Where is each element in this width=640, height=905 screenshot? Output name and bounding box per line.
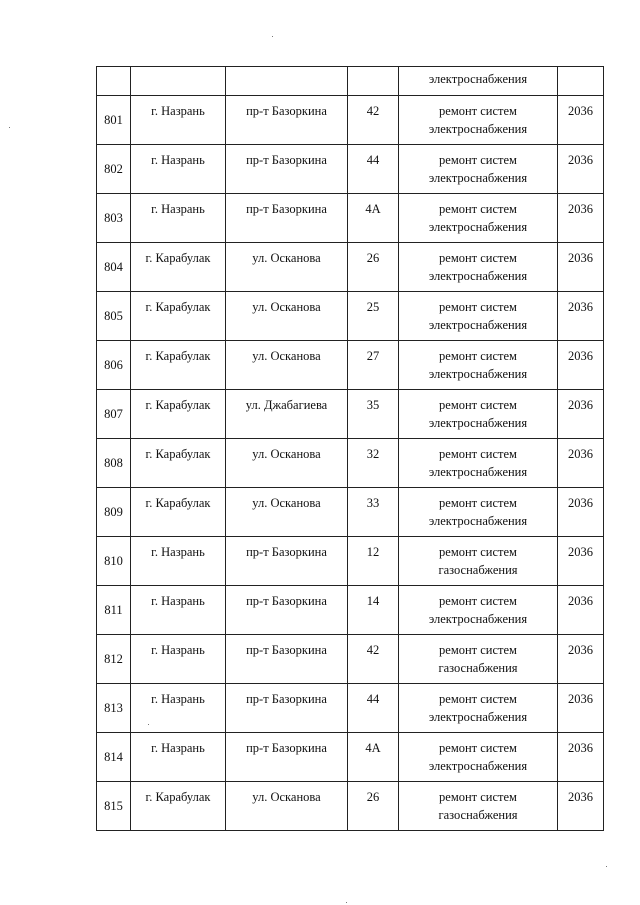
cell-street: пр-т Базоркина bbox=[226, 96, 348, 145]
cell-work-line2: газоснабжения bbox=[438, 808, 518, 822]
table-row bbox=[97, 194, 604, 243]
cell-house: 35 bbox=[348, 390, 399, 439]
cell-work-line2: электроснабжения bbox=[428, 710, 528, 724]
cell-year: 2036 bbox=[558, 586, 604, 635]
cell-city: г. Назрань bbox=[131, 733, 226, 782]
cell-work-line2: электроснабжения bbox=[428, 514, 528, 528]
cell-work bbox=[399, 586, 558, 635]
cell-house: 4А bbox=[348, 194, 399, 243]
cell-year: 2036 bbox=[558, 341, 604, 390]
cell-work-line2: электроснабжения bbox=[428, 72, 528, 86]
cell-work bbox=[399, 782, 558, 831]
cell-work-line1: ремонт систем bbox=[439, 398, 517, 412]
cell-house: 27 bbox=[348, 341, 399, 390]
cell-street: пр-т Базоркина bbox=[226, 684, 348, 733]
cell-city: г. Карабулак bbox=[131, 782, 226, 831]
cell-year: 2036 bbox=[558, 635, 604, 684]
cell-work-line1: ремонт систем bbox=[439, 545, 517, 559]
cell-work-line2: электроснабжения bbox=[428, 171, 528, 185]
cell-work-line2: газоснабжения bbox=[438, 563, 518, 577]
cell-year: 2036 bbox=[558, 439, 604, 488]
table-row-continued bbox=[97, 67, 604, 96]
cell-house: 25 bbox=[348, 292, 399, 341]
cell-work-line1: ремонт систем bbox=[439, 643, 517, 657]
cell-work bbox=[399, 67, 558, 96]
cell-work-line1: ремонт систем bbox=[439, 496, 517, 510]
table-row bbox=[97, 586, 604, 635]
cell-city: г. Карабулак bbox=[131, 292, 226, 341]
cell-work bbox=[399, 390, 558, 439]
cell-work-line2: электроснабжения bbox=[428, 220, 528, 234]
table-row bbox=[97, 390, 604, 439]
cell-work bbox=[399, 96, 558, 145]
cell-street bbox=[226, 67, 348, 96]
scan-speck bbox=[606, 866, 607, 867]
cell-city: г. Назрань bbox=[131, 145, 226, 194]
cell-city: г. Назрань bbox=[131, 586, 226, 635]
cell-work-line1: ремонт систем bbox=[439, 594, 517, 608]
cell-year: 2036 bbox=[558, 733, 604, 782]
table-row bbox=[97, 292, 604, 341]
cell-work-line1: ремонт систем bbox=[439, 349, 517, 363]
table-body bbox=[97, 67, 604, 831]
cell-work bbox=[399, 488, 558, 537]
cell-street: ул. Осканова bbox=[226, 292, 348, 341]
cell-work-line2: электроснабжения bbox=[428, 367, 528, 381]
cell-work-line1: ремонт систем bbox=[439, 447, 517, 461]
cell-street: пр-т Базоркина bbox=[226, 635, 348, 684]
cell-year: 2036 bbox=[558, 194, 604, 243]
cell-num: 810 bbox=[97, 537, 131, 586]
cell-work-line2: электроснабжения bbox=[428, 318, 528, 332]
table-row bbox=[97, 635, 604, 684]
cell-house: 33 bbox=[348, 488, 399, 537]
cell-num: 809 bbox=[97, 488, 131, 537]
cell-work-line1: ремонт систем bbox=[439, 153, 517, 167]
cell-street: ул. Осканова bbox=[226, 341, 348, 390]
cell-num: 813 bbox=[97, 684, 131, 733]
cell-house: 12 bbox=[348, 537, 399, 586]
cell-num: 805 bbox=[97, 292, 131, 341]
cell-num: 801 bbox=[97, 96, 131, 145]
cell-city: г. Карабулак bbox=[131, 439, 226, 488]
cell-work-line2: электроснабжения bbox=[428, 759, 528, 773]
cell-num: 803 bbox=[97, 194, 131, 243]
cell-num: 811 bbox=[97, 586, 131, 635]
repair-schedule-table bbox=[96, 66, 604, 831]
cell-street: ул. Осканова bbox=[226, 488, 348, 537]
cell-street: пр-т Базоркина bbox=[226, 586, 348, 635]
cell-year: 2036 bbox=[558, 96, 604, 145]
cell-year: 2036 bbox=[558, 782, 604, 831]
cell-num: 804 bbox=[97, 243, 131, 292]
cell-work-line1: ремонт систем bbox=[439, 790, 517, 804]
cell-work bbox=[399, 145, 558, 194]
cell-street: пр-т Базоркина bbox=[226, 194, 348, 243]
cell-work-line1: ремонт систем bbox=[439, 202, 517, 216]
cell-city: г. Карабулак bbox=[131, 243, 226, 292]
cell-year: 2036 bbox=[558, 145, 604, 194]
table-row bbox=[97, 488, 604, 537]
cell-year: 2036 bbox=[558, 390, 604, 439]
cell-work-line1: ремонт систем bbox=[439, 741, 517, 755]
cell-city: г. Карабулак bbox=[131, 488, 226, 537]
cell-num: 814 bbox=[97, 733, 131, 782]
cell-street: пр-т Базоркина bbox=[226, 537, 348, 586]
cell-year: 2036 bbox=[558, 292, 604, 341]
cell-house: 44 bbox=[348, 684, 399, 733]
cell-city: г. Карабулак bbox=[131, 341, 226, 390]
cell-house: 44 bbox=[348, 145, 399, 194]
cell-house: 26 bbox=[348, 782, 399, 831]
cell-street: ул. Осканова bbox=[226, 782, 348, 831]
scan-speck bbox=[346, 902, 347, 903]
cell-work-line2: электроснабжения bbox=[428, 612, 528, 626]
cell-street: пр-т Базоркина bbox=[226, 733, 348, 782]
cell-num: 802 bbox=[97, 145, 131, 194]
table-row bbox=[97, 782, 604, 831]
table-row bbox=[97, 96, 604, 145]
cell-house: 42 bbox=[348, 96, 399, 145]
cell-house: 42 bbox=[348, 635, 399, 684]
cell-num bbox=[97, 67, 131, 96]
cell-work bbox=[399, 733, 558, 782]
table-row bbox=[97, 145, 604, 194]
table-row bbox=[97, 733, 604, 782]
cell-year: 2036 bbox=[558, 537, 604, 586]
cell-year: 2036 bbox=[558, 684, 604, 733]
cell-city: г. Карабулак bbox=[131, 390, 226, 439]
cell-city: г. Назрань bbox=[131, 194, 226, 243]
cell-year: 2036 bbox=[558, 243, 604, 292]
cell-street: ул. Джабагиева bbox=[226, 390, 348, 439]
cell-year bbox=[558, 67, 604, 96]
cell-city bbox=[131, 67, 226, 96]
cell-street: ул. Осканова bbox=[226, 439, 348, 488]
table-row bbox=[97, 243, 604, 292]
cell-street: пр-т Базоркина bbox=[226, 145, 348, 194]
table-row bbox=[97, 439, 604, 488]
cell-work-line2: электроснабжения bbox=[428, 416, 528, 430]
cell-work-line1: ремонт систем bbox=[439, 104, 517, 118]
cell-num: 812 bbox=[97, 635, 131, 684]
cell-work bbox=[399, 341, 558, 390]
table-row bbox=[97, 684, 604, 733]
cell-work bbox=[399, 684, 558, 733]
cell-house: 14 bbox=[348, 586, 399, 635]
table-row bbox=[97, 341, 604, 390]
cell-work bbox=[399, 537, 558, 586]
cell-work bbox=[399, 194, 558, 243]
scan-speck bbox=[272, 36, 273, 37]
cell-city: г. Назрань bbox=[131, 537, 226, 586]
cell-house: 32 bbox=[348, 439, 399, 488]
cell-num: 806 bbox=[97, 341, 131, 390]
cell-num: 815 bbox=[97, 782, 131, 831]
cell-house: 4А bbox=[348, 733, 399, 782]
scan-speck bbox=[9, 127, 10, 128]
cell-work bbox=[399, 635, 558, 684]
cell-year: 2036 bbox=[558, 488, 604, 537]
cell-street: ул. Осканова bbox=[226, 243, 348, 292]
table-row bbox=[97, 537, 604, 586]
cell-work-line1: ремонт систем bbox=[439, 692, 517, 706]
cell-work bbox=[399, 439, 558, 488]
cell-city: г. Назрань bbox=[131, 635, 226, 684]
cell-city: г. Назрань bbox=[131, 96, 226, 145]
cell-house: 26 bbox=[348, 243, 399, 292]
cell-num: 808 bbox=[97, 439, 131, 488]
cell-work-line2: электроснабжения bbox=[428, 269, 528, 283]
cell-work-line1: ремонт систем bbox=[439, 300, 517, 314]
cell-work-line2: электроснабжения bbox=[428, 465, 528, 479]
cell-work-line2: газоснабжения bbox=[438, 661, 518, 675]
cell-work bbox=[399, 243, 558, 292]
cell-city: г. Назрань bbox=[131, 684, 226, 733]
cell-work bbox=[399, 292, 558, 341]
cell-num: 807 bbox=[97, 390, 131, 439]
cell-work-line1: ремонт систем bbox=[439, 251, 517, 265]
cell-work-line2: электроснабжения bbox=[428, 122, 528, 136]
cell-house bbox=[348, 67, 399, 96]
